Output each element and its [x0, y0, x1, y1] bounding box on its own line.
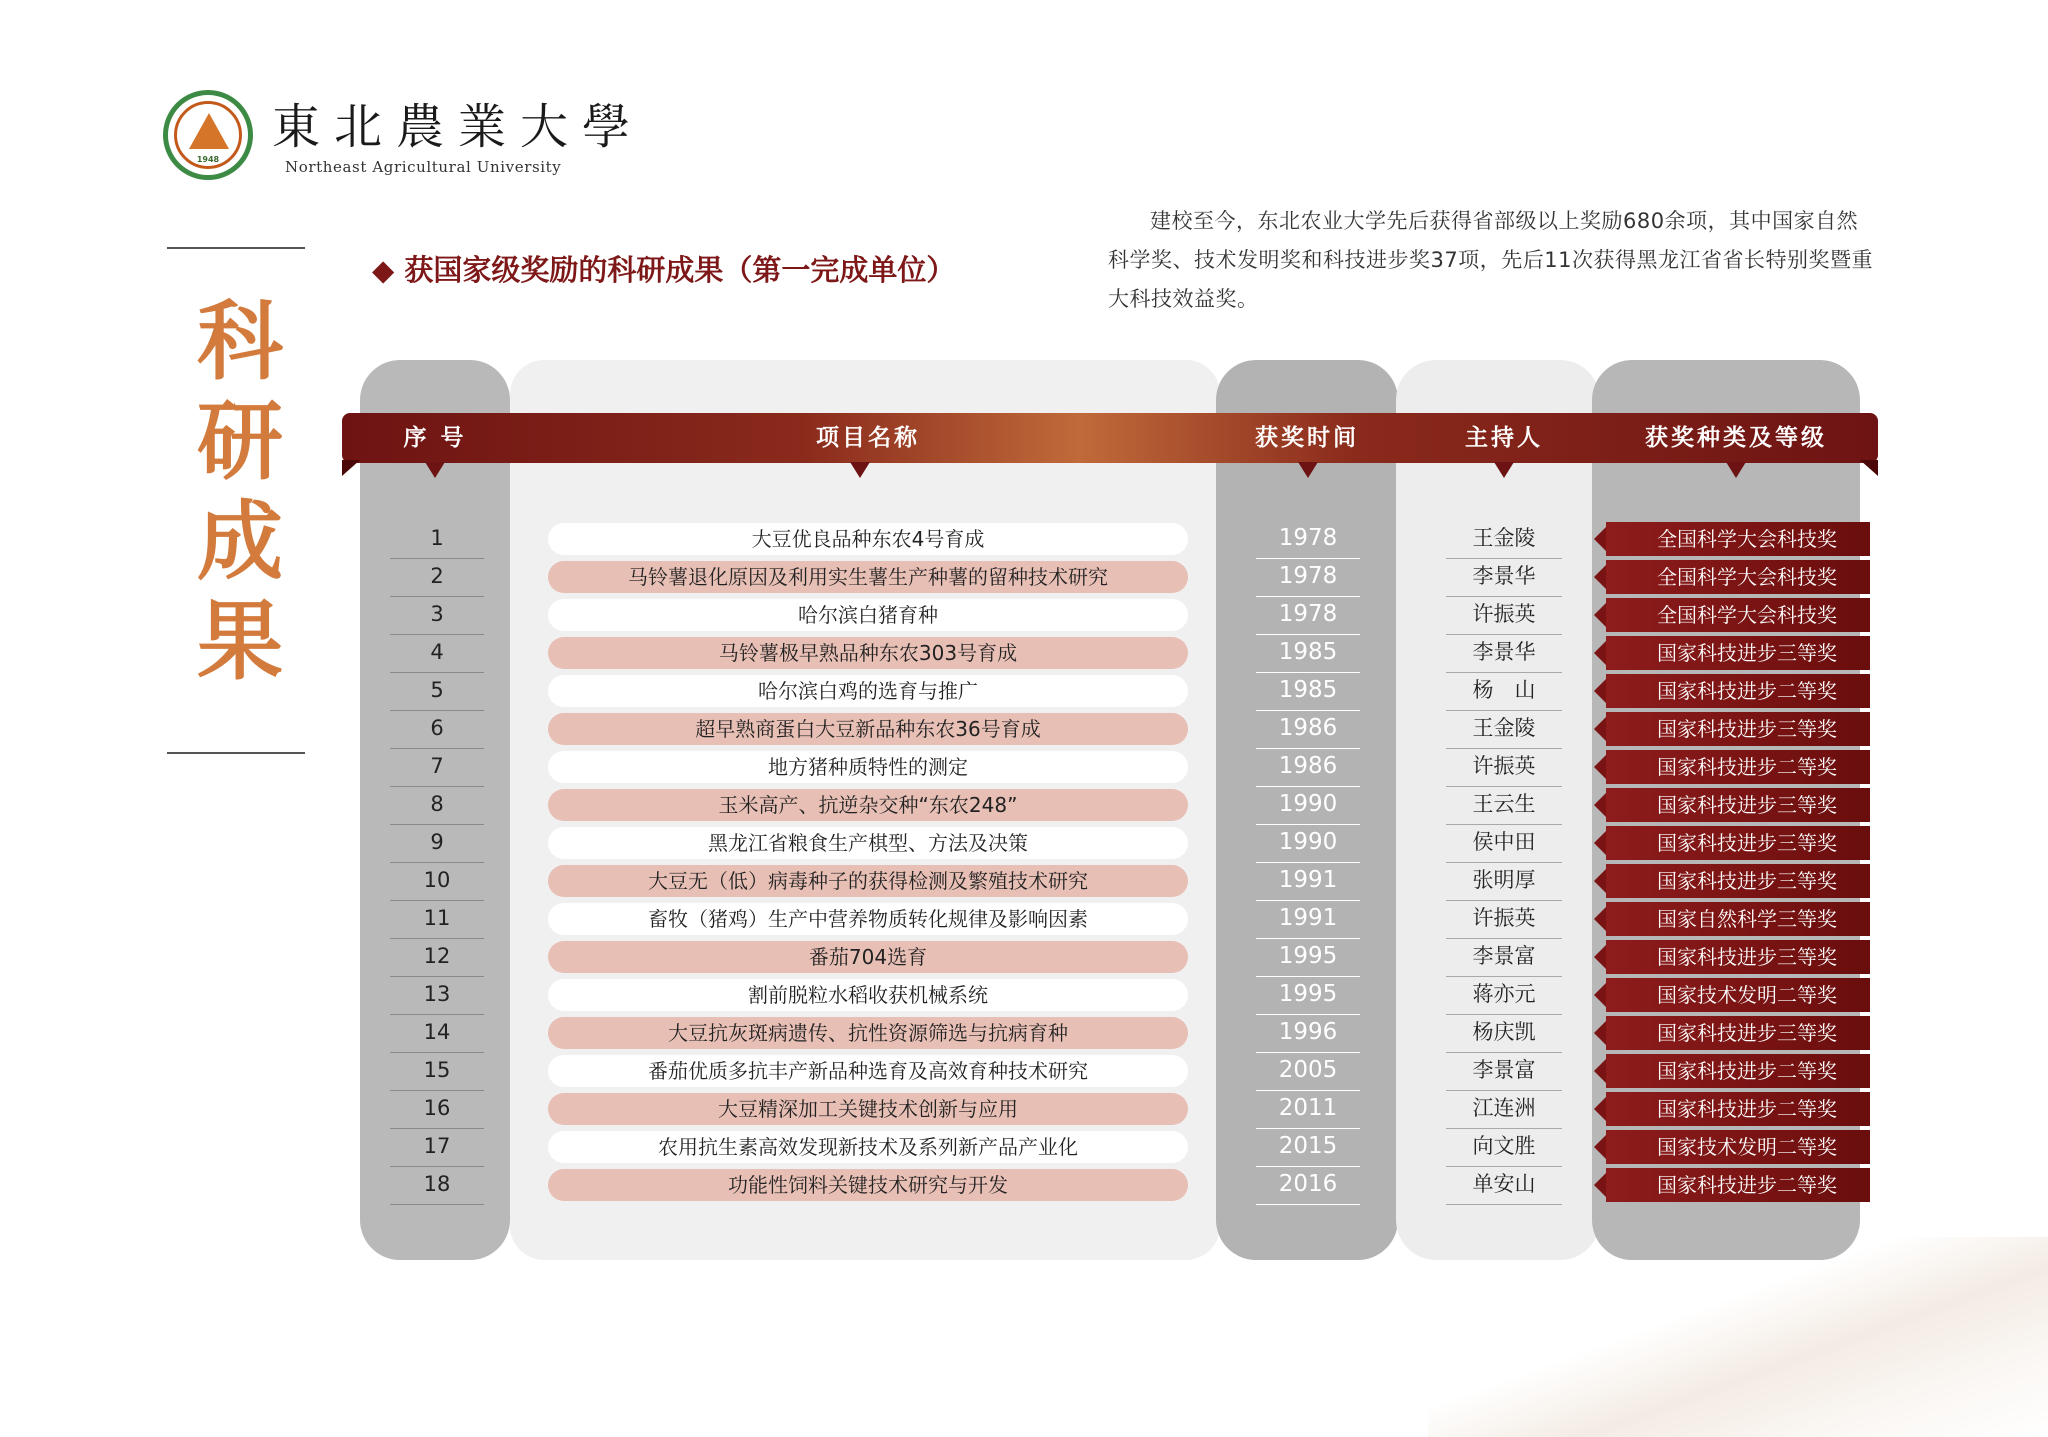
table-row [0, 863, 2048, 901]
university-logo [163, 90, 253, 180]
table-row [0, 1015, 2048, 1053]
side-title-char: 研 [197, 391, 283, 492]
project-name: 番茄704选育 [548, 941, 1188, 973]
principal-investigator: 张明厚 [1446, 863, 1562, 901]
principal-investigator: 杨 山 [1446, 673, 1562, 711]
award-category: 国家科技进步三等奖 [1606, 636, 1870, 670]
principal-investigator: 蒋亦元 [1446, 977, 1562, 1015]
award-category: 国家科技进步三等奖 [1606, 1016, 1870, 1050]
table-row [0, 901, 2048, 939]
row-number: 17 [390, 1129, 484, 1167]
header-pointer [1726, 462, 1746, 478]
row-number: 2 [390, 559, 484, 597]
project-name: 畜牧（猪鸡）生产中营养物质转化规律及影响因素 [548, 903, 1188, 935]
project-name: 马铃薯极早熟品种东农303号育成 [548, 637, 1188, 669]
principal-investigator: 侯中田 [1446, 825, 1562, 863]
table-row [0, 1129, 2048, 1167]
award-year: 2015 [1256, 1129, 1360, 1167]
award-year: 1985 [1256, 635, 1360, 673]
project-name: 哈尔滨白猪育种 [548, 599, 1188, 631]
row-number: 12 [390, 939, 484, 977]
award-category: 国家科技进步二等奖 [1606, 1168, 1870, 1202]
logo-year: 1948 [196, 155, 220, 164]
column-header-award: 获奖种类及等级 [1645, 425, 1827, 451]
principal-investigator: 李景富 [1446, 939, 1562, 977]
project-name: 割前脱粒水稻收获机械系统 [548, 979, 1188, 1011]
principal-investigator: 李景华 [1446, 635, 1562, 673]
principal-investigator: 王云生 [1446, 787, 1562, 825]
table-row [0, 635, 2048, 673]
row-number: 14 [390, 1015, 484, 1053]
principal-investigator: 李景富 [1446, 1053, 1562, 1091]
table-row [0, 749, 2048, 787]
project-name: 大豆优良品种东农4号育成 [548, 523, 1188, 555]
table-row [0, 559, 2048, 597]
row-number: 11 [390, 901, 484, 939]
band-fold-left [342, 460, 360, 476]
column-header-year: 获奖时间 [1255, 425, 1359, 451]
table-row [0, 787, 2048, 825]
awards-table-body [0, 521, 2048, 1205]
award-year: 1978 [1256, 597, 1360, 635]
table-row [0, 673, 2048, 711]
principal-investigator: 许振英 [1446, 597, 1562, 635]
award-year: 1978 [1256, 521, 1360, 559]
table-row [0, 939, 2048, 977]
award-category: 国家科技进步三等奖 [1606, 712, 1870, 746]
award-category: 国家技术发明二等奖 [1606, 1130, 1870, 1164]
project-name: 地方猪种质特性的测定 [548, 751, 1188, 783]
award-category: 全国科学大会科技奖 [1606, 560, 1870, 594]
header-pointer [1298, 462, 1318, 478]
section-subtitle: ◆ 获国家级奖励的科研成果（第一完成单位） [372, 253, 956, 287]
award-category: 国家科技进步三等奖 [1606, 864, 1870, 898]
award-category: 国家科技进步二等奖 [1606, 750, 1870, 784]
row-number: 18 [390, 1167, 484, 1205]
decorative-brush-stroke [1428, 1237, 2048, 1437]
award-year: 1996 [1256, 1015, 1360, 1053]
principal-investigator: 江连洲 [1446, 1091, 1562, 1129]
row-number: 9 [390, 825, 484, 863]
project-name: 马铃薯退化原因及利用实生薯生产种薯的留种技术研究 [548, 561, 1188, 593]
column-header-seq: 序 号 [403, 425, 467, 451]
award-category: 国家技术发明二等奖 [1606, 978, 1870, 1012]
award-year: 1978 [1256, 559, 1360, 597]
row-number: 1 [390, 521, 484, 559]
project-name: 黑龙江省粮食生产棋型、方法及决策 [548, 827, 1188, 859]
award-category: 国家科技进步二等奖 [1606, 674, 1870, 708]
award-year: 1986 [1256, 749, 1360, 787]
principal-investigator: 向文胜 [1446, 1129, 1562, 1167]
award-category: 全国科学大会科技奖 [1606, 598, 1870, 632]
table-row [0, 521, 2048, 559]
award-year: 1995 [1256, 939, 1360, 977]
university-name-cn: 東北農業大學 [272, 99, 645, 155]
table-row [0, 825, 2048, 863]
award-category: 国家科技进步二等奖 [1606, 1054, 1870, 1088]
principal-investigator: 杨庆凯 [1446, 1015, 1562, 1053]
row-number: 15 [390, 1053, 484, 1091]
award-year: 1990 [1256, 787, 1360, 825]
project-name: 大豆抗灰斑病遗传、抗性资源筛选与抗病育种 [548, 1017, 1188, 1049]
table-row [0, 711, 2048, 749]
project-name: 农用抗生素高效发现新技术及系列新产品产业化 [548, 1131, 1188, 1163]
table-row [0, 1091, 2048, 1129]
project-name: 玉米高产、抗逆杂交种“东农248” [548, 789, 1188, 821]
table-row [0, 1053, 2048, 1091]
award-category: 国家自然科学三等奖 [1606, 902, 1870, 936]
section-subtitle-text: 获国家级奖励的科研成果（第一完成单位） [404, 253, 956, 287]
university-name-en: Northeast Agricultural University [285, 158, 562, 176]
award-category: 全国科学大会科技奖 [1606, 522, 1870, 556]
award-category: 国家科技进步三等奖 [1606, 788, 1870, 822]
project-name: 功能性饲料关键技术研究与开发 [548, 1169, 1188, 1201]
table-row [0, 977, 2048, 1015]
award-category: 国家科技进步二等奖 [1606, 1092, 1870, 1126]
award-year: 1991 [1256, 901, 1360, 939]
row-number: 10 [390, 863, 484, 901]
award-year: 1985 [1256, 673, 1360, 711]
award-year: 2011 [1256, 1091, 1360, 1129]
divider-top [167, 247, 305, 249]
side-title-char: 科 [197, 291, 283, 392]
principal-investigator: 王金陵 [1446, 711, 1562, 749]
award-category: 国家科技进步三等奖 [1606, 940, 1870, 974]
side-title-char: 成 [197, 491, 283, 592]
project-name: 番茄优质多抗丰产新品种选育及高效育种技术研究 [548, 1055, 1188, 1087]
header-pointer [1494, 462, 1514, 478]
row-number: 13 [390, 977, 484, 1015]
award-year: 2005 [1256, 1053, 1360, 1091]
logo-letter-a-icon [189, 113, 229, 149]
row-number: 3 [390, 597, 484, 635]
award-year: 1990 [1256, 825, 1360, 863]
row-number: 16 [390, 1091, 484, 1129]
header-pointer [850, 462, 870, 478]
principal-investigator: 李景华 [1446, 559, 1562, 597]
project-name: 哈尔滨白鸡的选育与推广 [548, 675, 1188, 707]
principal-investigator: 王金陵 [1446, 521, 1562, 559]
column-header-host: 主持人 [1465, 425, 1543, 451]
row-number: 5 [390, 673, 484, 711]
principal-investigator: 单安山 [1446, 1167, 1562, 1205]
award-year: 1991 [1256, 863, 1360, 901]
header-pointer [425, 462, 445, 478]
row-number: 6 [390, 711, 484, 749]
row-number: 8 [390, 787, 484, 825]
principal-investigator: 许振英 [1446, 901, 1562, 939]
principal-investigator: 许振英 [1446, 749, 1562, 787]
project-name: 大豆无（低）病毒种子的获得检测及繁殖技术研究 [548, 865, 1188, 897]
award-category: 国家科技进步三等奖 [1606, 826, 1870, 860]
project-name: 大豆精深加工关键技术创新与应用 [548, 1093, 1188, 1125]
award-year: 2016 [1256, 1167, 1360, 1205]
row-number: 4 [390, 635, 484, 673]
intro-paragraph: 建校至今，东北农业大学先后获得省部级以上奖励680余项，其中国家自然科学奖、技术发明奖和科技进步奖37项，先后11次获得黑龙江省省长特别奖暨重大科技效益奖。 [1108, 209, 1873, 311]
table-row [0, 597, 2048, 635]
project-name: 超早熟商蛋白大豆新品种东农36号育成 [548, 713, 1188, 745]
row-number: 7 [390, 749, 484, 787]
award-year: 1995 [1256, 977, 1360, 1015]
side-title-char: 果 [197, 591, 283, 692]
table-row [0, 1167, 2048, 1205]
award-year: 1986 [1256, 711, 1360, 749]
column-header-name: 项目名称 [816, 425, 920, 451]
